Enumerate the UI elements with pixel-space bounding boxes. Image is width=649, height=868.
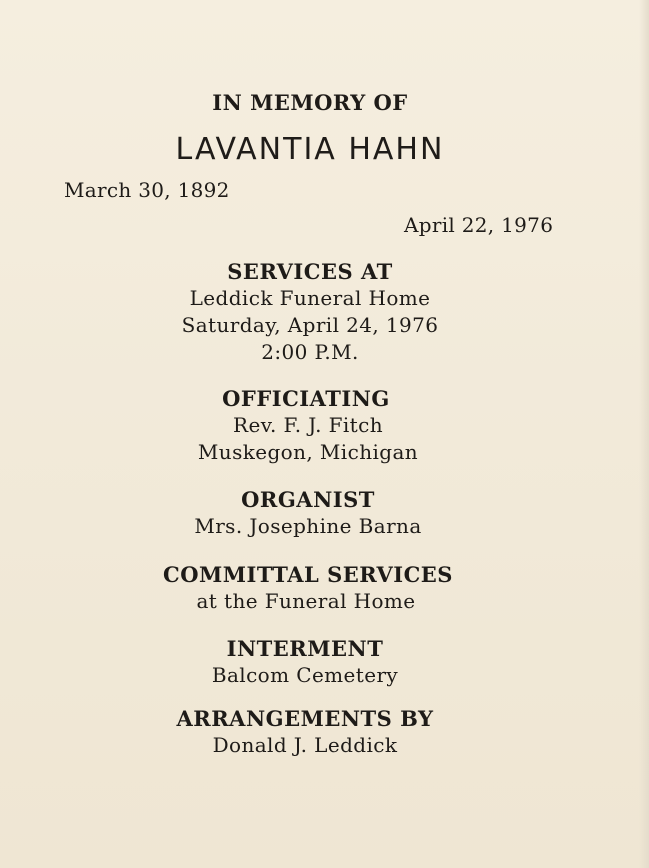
- committal-detail: at the Funeral Home: [196, 589, 416, 613]
- services-heading: SERVICES AT: [227, 259, 393, 284]
- interment-heading: INTERMENT: [226, 636, 384, 661]
- services-time: 2:00 P.M.: [261, 340, 359, 364]
- arrangements-heading: ARRANGEMENTS BY: [176, 706, 434, 731]
- death-date: April 22, 1976: [404, 213, 554, 237]
- officiant-name: Rev. F. J. Fitch: [233, 413, 383, 437]
- organist-name: Mrs. Josephine Barna: [194, 514, 422, 538]
- memorial-title: IN MEMORY OF: [212, 90, 408, 115]
- arrangements-name: Donald J. Leddick: [212, 733, 398, 757]
- birth-date: March 30, 1892: [64, 178, 230, 202]
- services-location: Leddick Funeral Home: [189, 286, 431, 310]
- organist-heading: ORGANIST: [241, 487, 375, 512]
- services-date: Saturday, April 24, 1976: [181, 313, 439, 337]
- deceased-name: LAVANTIA HAHN: [175, 132, 445, 167]
- committal-heading: COMMITTAL SERVICES: [163, 562, 453, 587]
- officiating-heading: OFFICIATING: [222, 386, 390, 411]
- interment-place: Balcom Cemetery: [211, 663, 399, 687]
- officiant-place: Muskegon, Michigan: [197, 440, 419, 464]
- paper-edge: [639, 0, 649, 868]
